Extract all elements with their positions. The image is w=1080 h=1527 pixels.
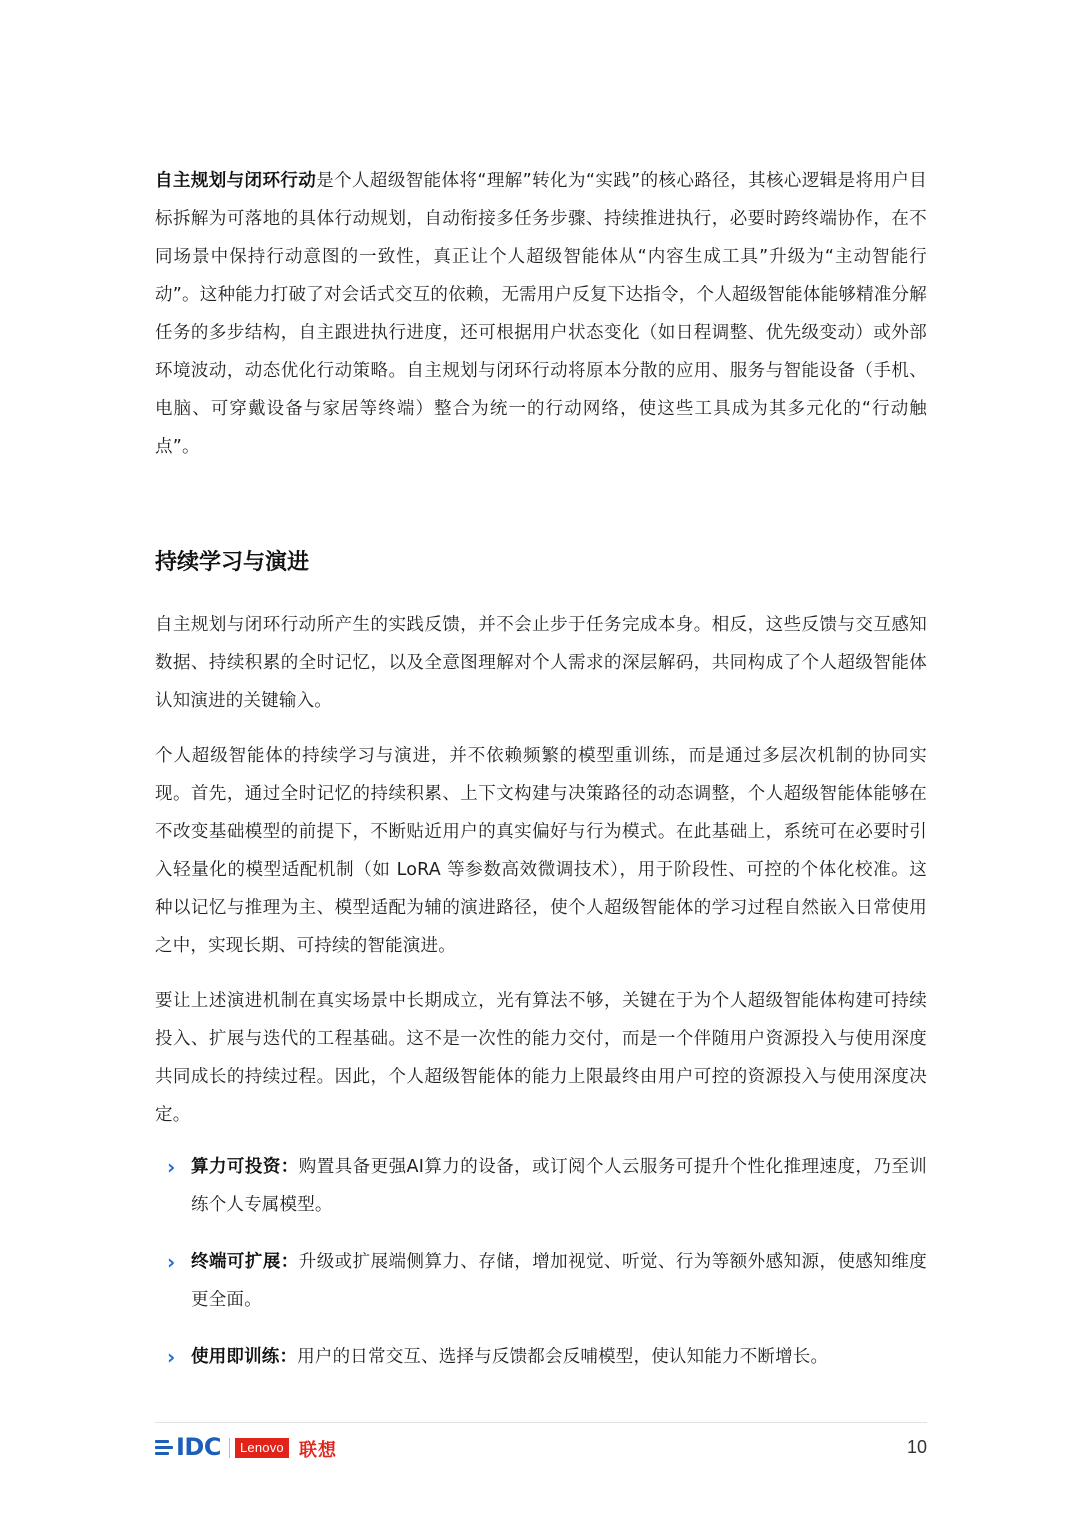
chevron-right-icon: › [167, 1155, 176, 1179]
bullet-item [155, 1148, 927, 1224]
lenovo-cn-logo: 联想 [299, 1440, 337, 1461]
intro-paragraph [155, 162, 927, 466]
section-paragraph: 要让上述演进机制在真实场景中长期成立，光有算法不够，关键在于为个人超级智能体构建可持续投入、扩展与迭代的工程基础。这不是一次性的能力交付，而是一个伴随用户资源投入与使用深度共同成长的持续过程。因此，个人超级智能体的能力上限最终由用户可控的资源投入与使用深度决定。 [155, 991, 927, 1125]
bullet-text: 购置具备更强AI算力的设备，或订阅个人云服务可提升个性化推理速度，乃至训练个人专属模型。 [191, 1157, 927, 1215]
bullet-item [155, 1338, 927, 1376]
bullet-item [155, 1243, 927, 1319]
lenovo-logo: Lenovo [235, 1438, 289, 1458]
idc-logo-text: IDC [176, 1433, 221, 1461]
section-title: 持续学习与演进 [155, 550, 310, 575]
intro-text: 是个人超级智能体将“理解”转化为“实践”的核心路径，其核心逻辑是将用户目标拆解为可落地的具体行动规划，自动衔接多任务步骤、持续推进执行，必要时跨终端协作，在不同场景中保持行动意图的一致性，真正让个人超级智能体从“内容生成工具”升级为“主动智能行动”。这种能力打破了对会话式交互的依赖，无需用户反复下达指令，个人超级智能体能够精准分解任务的多步结构，自主跟进执行进度，还可根据用户状态变化（如日程调整、优先级变动）或外部环境波动，动态优化行动策略。自主规划与闭环行动将原本分散的应用、服务与智能设备（手机、电脑、可穿戴设备与家居等终端）整合为统一的行动网络，使这些工具成为其多元化的“行动触点”。 [155, 171, 927, 457]
resource-bullet-list [155, 1148, 927, 1376]
chevron-right-icon: › [167, 1250, 176, 1274]
bullet-term: 算力可投资： [191, 1157, 299, 1177]
intro-lead-term: 自主规划与闭环行动 [155, 171, 317, 191]
page-footer [155, 1422, 927, 1473]
bullet-term: 终端可扩展： [191, 1252, 299, 1272]
bullet-text: 升级或扩展端侧算力、存储，增加视觉、听觉、行为等额外感知源，使感知维度更全面。 [191, 1252, 927, 1310]
section-paragraph: 个人超级智能体的持续学习与演进，并不依赖频繁的模型重训练，而是通过多层次机制的协同实现。首先，通过全时记忆的持续积累、上下文构建与决策路径的动态调整，个人超级智能体能够在不改变基础模型的前提下，不断贴近用户的真实偏好与行为模式。在此基础上，系统可在必要时引入轻量化的模型适配机制（如 LoRA 等参数高效微调技术），用于阶段性、可控的个体化校准。这种以记忆与推理为主、模型适配为辅的演进路径，使个人超级智能体的学习过程自然嵌入日常使用之中，实现长期、可持续的智能演进。 [155, 746, 927, 956]
logo-divider [229, 1438, 230, 1458]
page-content [155, 162, 927, 1395]
section-paragraph: 自主规划与闭环行动所产生的实践反馈，并不会止步于任务完成本身。相反，这些反馈与交互感知数据、持续积累的全时记忆，以及全意图理解对个人需求的深层解码，共同构成了个人超级智能体认知演进的关键输入。 [155, 615, 927, 711]
bullet-text: 用户的日常交互、选择与反馈都会反哺模型，使认知能力不断增长。 [297, 1347, 829, 1367]
bullet-term: 使用即训练： [191, 1347, 298, 1367]
idc-logo [155, 1433, 221, 1461]
page-number: 10 [906, 1437, 927, 1457]
chevron-right-icon: › [167, 1345, 176, 1369]
idc-lines-icon [155, 1440, 173, 1455]
